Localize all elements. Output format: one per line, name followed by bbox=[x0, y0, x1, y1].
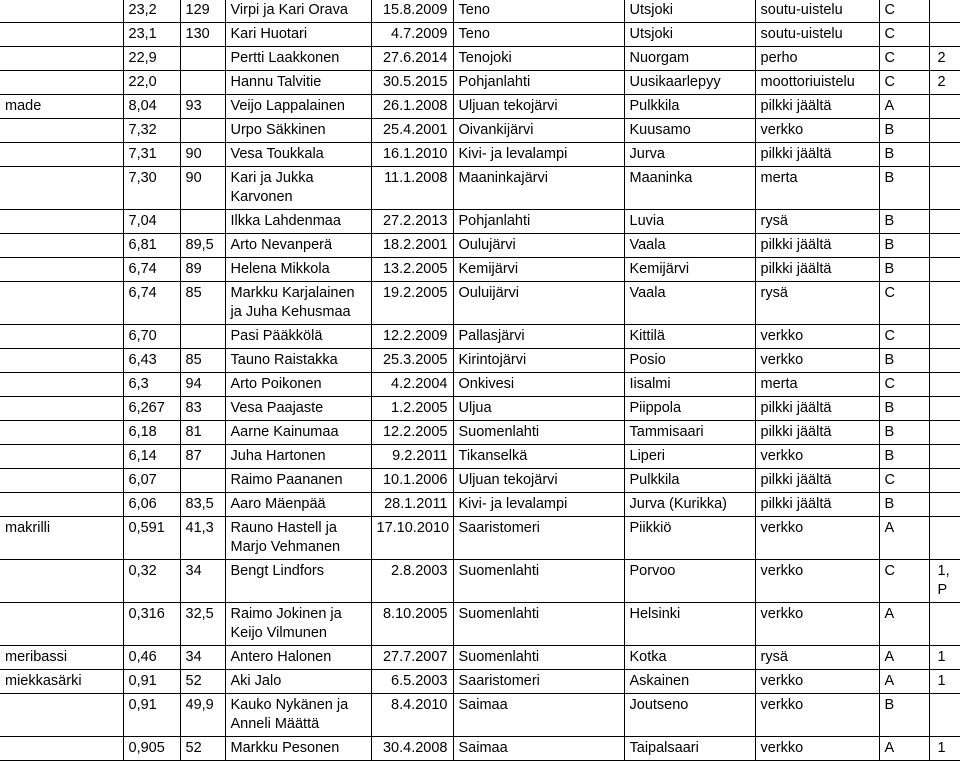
length-cell: 32,5 bbox=[180, 603, 225, 646]
species-cell bbox=[0, 445, 123, 469]
species-cell bbox=[0, 469, 123, 493]
note-cell bbox=[929, 517, 960, 560]
municipality-cell: Porvoo bbox=[624, 560, 755, 603]
water-cell: Kirintojärvi bbox=[453, 349, 624, 373]
length-cell: 87 bbox=[180, 445, 225, 469]
municipality-cell: Posio bbox=[624, 349, 755, 373]
class-cell: C bbox=[879, 47, 929, 71]
date-cell: 28.1.2011 bbox=[371, 493, 453, 517]
water-cell: Oivankijärvi bbox=[453, 119, 624, 143]
table-row bbox=[0, 493, 960, 517]
method-cell: rysä bbox=[755, 282, 879, 325]
species-cell bbox=[0, 47, 123, 71]
water-cell: Saimaa bbox=[453, 694, 624, 737]
method-cell: verkko bbox=[755, 603, 879, 646]
date-cell: 8.10.2005 bbox=[371, 603, 453, 646]
water-cell: Kemijärvi bbox=[453, 258, 624, 282]
class-cell: C bbox=[879, 560, 929, 603]
date-cell: 2.8.2003 bbox=[371, 560, 453, 603]
table-row bbox=[0, 694, 960, 737]
catcher-cell: Bengt Lindfors bbox=[225, 560, 371, 603]
table-row bbox=[0, 258, 960, 282]
catcher-cell: Kari Huotari bbox=[225, 23, 371, 47]
class-cell: B bbox=[879, 421, 929, 445]
municipality-cell: Kotka bbox=[624, 646, 755, 670]
class-cell: C bbox=[879, 282, 929, 325]
note-cell bbox=[929, 421, 960, 445]
date-cell: 18.2.2001 bbox=[371, 234, 453, 258]
note-cell: 2 bbox=[929, 47, 960, 71]
municipality-cell: Jurva (Kurikka) bbox=[624, 493, 755, 517]
catcher-cell: Hannu Talvitie bbox=[225, 71, 371, 95]
weight-cell: 22,0 bbox=[123, 71, 180, 95]
water-cell: Pohjanlahti bbox=[453, 210, 624, 234]
municipality-cell: Luvia bbox=[624, 210, 755, 234]
catcher-cell: Urpo Säkkinen bbox=[225, 119, 371, 143]
class-cell: C bbox=[879, 71, 929, 95]
length-cell bbox=[180, 47, 225, 71]
table-row bbox=[0, 47, 960, 71]
length-cell: 83 bbox=[180, 397, 225, 421]
note-cell bbox=[929, 325, 960, 349]
municipality-cell: Maaninka bbox=[624, 167, 755, 210]
weight-cell: 6,267 bbox=[123, 397, 180, 421]
municipality-cell: Utsjoki bbox=[624, 0, 755, 23]
weight-cell: 0,91 bbox=[123, 670, 180, 694]
date-cell: 19.2.2005 bbox=[371, 282, 453, 325]
method-cell: moottoriuistelu bbox=[755, 71, 879, 95]
municipality-cell: Taipalsaari bbox=[624, 737, 755, 761]
water-cell: Suomenlahti bbox=[453, 603, 624, 646]
length-cell bbox=[180, 469, 225, 493]
weight-cell: 8,04 bbox=[123, 95, 180, 119]
class-cell: C bbox=[879, 23, 929, 47]
catcher-cell: Veijo Lappalainen bbox=[225, 95, 371, 119]
method-cell: pilkki jäältä bbox=[755, 234, 879, 258]
weight-cell: 0,91 bbox=[123, 694, 180, 737]
water-cell: Oulujärvi bbox=[453, 234, 624, 258]
water-cell: Maaninkajärvi bbox=[453, 167, 624, 210]
catcher-cell: Raimo Jokinen ja Keijo Vilmunen bbox=[225, 603, 371, 646]
municipality-cell: Askainen bbox=[624, 670, 755, 694]
table-row bbox=[0, 517, 960, 560]
method-cell: pilkki jäältä bbox=[755, 421, 879, 445]
length-cell: 81 bbox=[180, 421, 225, 445]
water-cell: Teno bbox=[453, 23, 624, 47]
water-cell: Onkivesi bbox=[453, 373, 624, 397]
catcher-cell: Pasi Pääkkölä bbox=[225, 325, 371, 349]
length-cell: 94 bbox=[180, 373, 225, 397]
note-cell bbox=[929, 23, 960, 47]
species-cell bbox=[0, 737, 123, 761]
table-row bbox=[0, 445, 960, 469]
method-cell: verkko bbox=[755, 694, 879, 737]
municipality-cell: Helsinki bbox=[624, 603, 755, 646]
class-cell: C bbox=[879, 0, 929, 23]
catcher-cell: Antero Halonen bbox=[225, 646, 371, 670]
class-cell: B bbox=[879, 119, 929, 143]
length-cell bbox=[180, 210, 225, 234]
date-cell: 16.1.2010 bbox=[371, 143, 453, 167]
table-row bbox=[0, 603, 960, 646]
note-cell bbox=[929, 469, 960, 493]
date-cell: 13.2.2005 bbox=[371, 258, 453, 282]
class-cell: A bbox=[879, 517, 929, 560]
species-cell bbox=[0, 493, 123, 517]
date-cell: 8.4.2010 bbox=[371, 694, 453, 737]
table-row bbox=[0, 210, 960, 234]
municipality-cell: Uusikaarlepyy bbox=[624, 71, 755, 95]
length-cell: 93 bbox=[180, 95, 225, 119]
catcher-cell: Ilkka Lahdenmaa bbox=[225, 210, 371, 234]
table-row bbox=[0, 0, 960, 23]
species-cell bbox=[0, 0, 123, 23]
table-row bbox=[0, 71, 960, 95]
species-cell: made bbox=[0, 95, 123, 119]
note-cell: 1 bbox=[929, 737, 960, 761]
length-cell: 41,3 bbox=[180, 517, 225, 560]
method-cell: perho bbox=[755, 47, 879, 71]
class-cell: A bbox=[879, 737, 929, 761]
length-cell: 34 bbox=[180, 646, 225, 670]
weight-cell: 0,32 bbox=[123, 560, 180, 603]
class-cell: A bbox=[879, 646, 929, 670]
class-cell: B bbox=[879, 694, 929, 737]
class-cell: B bbox=[879, 397, 929, 421]
class-cell: C bbox=[879, 325, 929, 349]
table-row bbox=[0, 143, 960, 167]
water-cell: Uljua bbox=[453, 397, 624, 421]
municipality-cell: Pulkkila bbox=[624, 95, 755, 119]
length-cell bbox=[180, 119, 225, 143]
weight-cell: 7,32 bbox=[123, 119, 180, 143]
date-cell: 30.5.2015 bbox=[371, 71, 453, 95]
method-cell: soutu-uistelu bbox=[755, 23, 879, 47]
date-cell: 1.2.2005 bbox=[371, 397, 453, 421]
note-cell bbox=[929, 143, 960, 167]
water-cell: Tikanselkä bbox=[453, 445, 624, 469]
table-row bbox=[0, 234, 960, 258]
date-cell: 9.2.2011 bbox=[371, 445, 453, 469]
date-cell: 12.2.2005 bbox=[371, 421, 453, 445]
class-cell: B bbox=[879, 258, 929, 282]
note-cell bbox=[929, 234, 960, 258]
date-cell: 26.1.2008 bbox=[371, 95, 453, 119]
date-cell: 27.6.2014 bbox=[371, 47, 453, 71]
note-cell bbox=[929, 397, 960, 421]
note-cell: 1 bbox=[929, 646, 960, 670]
municipality-cell: Nuorgam bbox=[624, 47, 755, 71]
table-row bbox=[0, 119, 960, 143]
species-cell bbox=[0, 258, 123, 282]
catcher-cell: Rauno Hastell ja Marjo Vehmanen bbox=[225, 517, 371, 560]
length-cell: 85 bbox=[180, 349, 225, 373]
municipality-cell: Joutseno bbox=[624, 694, 755, 737]
species-cell bbox=[0, 397, 123, 421]
table-row bbox=[0, 167, 960, 210]
method-cell: verkko bbox=[755, 517, 879, 560]
date-cell: 27.2.2013 bbox=[371, 210, 453, 234]
date-cell: 30.4.2008 bbox=[371, 737, 453, 761]
water-cell: Suomenlahti bbox=[453, 421, 624, 445]
weight-cell: 6,74 bbox=[123, 258, 180, 282]
weight-cell: 23,1 bbox=[123, 23, 180, 47]
method-cell: verkko bbox=[755, 119, 879, 143]
length-cell: 129 bbox=[180, 0, 225, 23]
water-cell: Pohjanlahti bbox=[453, 71, 624, 95]
class-cell: B bbox=[879, 493, 929, 517]
weight-cell: 6,3 bbox=[123, 373, 180, 397]
species-cell bbox=[0, 119, 123, 143]
water-cell: Suomenlahti bbox=[453, 560, 624, 603]
catcher-cell: Markku Karjalainen ja Juha Kehusmaa bbox=[225, 282, 371, 325]
method-cell: verkko bbox=[755, 445, 879, 469]
class-cell: B bbox=[879, 210, 929, 234]
method-cell: pilkki jäältä bbox=[755, 469, 879, 493]
table-row bbox=[0, 397, 960, 421]
date-cell: 17.10.2010 bbox=[371, 517, 453, 560]
date-cell: 25.4.2001 bbox=[371, 119, 453, 143]
note-cell bbox=[929, 603, 960, 646]
date-cell: 4.7.2009 bbox=[371, 23, 453, 47]
catcher-cell: Vesa Paajaste bbox=[225, 397, 371, 421]
date-cell: 4.2.2004 bbox=[371, 373, 453, 397]
catcher-cell: Aki Jalo bbox=[225, 670, 371, 694]
date-cell: 10.1.2006 bbox=[371, 469, 453, 493]
municipality-cell: Jurva bbox=[624, 143, 755, 167]
method-cell: verkko bbox=[755, 670, 879, 694]
catcher-cell: Markku Pesonen bbox=[225, 737, 371, 761]
table-row bbox=[0, 469, 960, 493]
length-cell bbox=[180, 325, 225, 349]
length-cell: 34 bbox=[180, 560, 225, 603]
method-cell: pilkki jäältä bbox=[755, 493, 879, 517]
note-cell: 1 bbox=[929, 670, 960, 694]
weight-cell: 6,06 bbox=[123, 493, 180, 517]
length-cell: 52 bbox=[180, 737, 225, 761]
date-cell: 6.5.2003 bbox=[371, 670, 453, 694]
weight-cell: 23,2 bbox=[123, 0, 180, 23]
municipality-cell: Tammisaari bbox=[624, 421, 755, 445]
note-cell bbox=[929, 258, 960, 282]
note-cell: 2 bbox=[929, 71, 960, 95]
note-cell bbox=[929, 445, 960, 469]
date-cell: 25.3.2005 bbox=[371, 349, 453, 373]
weight-cell: 7,31 bbox=[123, 143, 180, 167]
species-cell bbox=[0, 23, 123, 47]
species-cell bbox=[0, 71, 123, 95]
note-cell bbox=[929, 167, 960, 210]
table-row bbox=[0, 95, 960, 119]
water-cell: Kivi- ja levalampi bbox=[453, 493, 624, 517]
water-cell: Uljuan tekojärvi bbox=[453, 469, 624, 493]
note-cell bbox=[929, 210, 960, 234]
weight-cell: 7,30 bbox=[123, 167, 180, 210]
catcher-cell: Aaro Mäenpää bbox=[225, 493, 371, 517]
length-cell: 89,5 bbox=[180, 234, 225, 258]
water-cell: Tenojoki bbox=[453, 47, 624, 71]
table-row bbox=[0, 560, 960, 603]
length-cell: 130 bbox=[180, 23, 225, 47]
catcher-cell: Virpi ja Kari Orava bbox=[225, 0, 371, 23]
length-cell: 52 bbox=[180, 670, 225, 694]
method-cell: rysä bbox=[755, 210, 879, 234]
municipality-cell: Kuusamo bbox=[624, 119, 755, 143]
species-cell bbox=[0, 325, 123, 349]
table-row bbox=[0, 670, 960, 694]
length-cell: 49,9 bbox=[180, 694, 225, 737]
municipality-cell: Piippola bbox=[624, 397, 755, 421]
table-row bbox=[0, 373, 960, 397]
method-cell: merta bbox=[755, 373, 879, 397]
weight-cell: 6,70 bbox=[123, 325, 180, 349]
species-cell bbox=[0, 694, 123, 737]
species-cell: makrilli bbox=[0, 517, 123, 560]
note-cell bbox=[929, 694, 960, 737]
note-cell bbox=[929, 493, 960, 517]
length-cell: 90 bbox=[180, 167, 225, 210]
catcher-cell: Pertti Laakkonen bbox=[225, 47, 371, 71]
method-cell: pilkki jäältä bbox=[755, 95, 879, 119]
class-cell: B bbox=[879, 445, 929, 469]
municipality-cell: Kemijärvi bbox=[624, 258, 755, 282]
table-row bbox=[0, 421, 960, 445]
class-cell: C bbox=[879, 469, 929, 493]
note-cell bbox=[929, 349, 960, 373]
weight-cell: 7,04 bbox=[123, 210, 180, 234]
water-cell: Teno bbox=[453, 0, 624, 23]
class-cell: A bbox=[879, 603, 929, 646]
catcher-cell: Aarne Kainumaa bbox=[225, 421, 371, 445]
method-cell: pilkki jäältä bbox=[755, 397, 879, 421]
species-cell bbox=[0, 603, 123, 646]
table-row bbox=[0, 325, 960, 349]
class-cell: A bbox=[879, 95, 929, 119]
weight-cell: 6,07 bbox=[123, 469, 180, 493]
weight-cell: 22,9 bbox=[123, 47, 180, 71]
municipality-cell: Utsjoki bbox=[624, 23, 755, 47]
water-cell: Ouluijärvi bbox=[453, 282, 624, 325]
method-cell: rysä bbox=[755, 646, 879, 670]
species-cell bbox=[0, 167, 123, 210]
class-cell: B bbox=[879, 143, 929, 167]
weight-cell: 6,18 bbox=[123, 421, 180, 445]
water-cell: Pallasjärvi bbox=[453, 325, 624, 349]
species-cell bbox=[0, 143, 123, 167]
class-cell: C bbox=[879, 373, 929, 397]
municipality-cell: Vaala bbox=[624, 282, 755, 325]
weight-cell: 0,46 bbox=[123, 646, 180, 670]
date-cell: 12.2.2009 bbox=[371, 325, 453, 349]
method-cell: pilkki jäältä bbox=[755, 143, 879, 167]
catcher-cell: Helena Mikkola bbox=[225, 258, 371, 282]
class-cell: B bbox=[879, 234, 929, 258]
species-cell: meribassi bbox=[0, 646, 123, 670]
water-cell: Saaristomeri bbox=[453, 517, 624, 560]
note-cell bbox=[929, 95, 960, 119]
length-cell: 89 bbox=[180, 258, 225, 282]
species-cell bbox=[0, 560, 123, 603]
note-cell: 1, P bbox=[929, 560, 960, 603]
method-cell: soutu-uistelu bbox=[755, 0, 879, 23]
method-cell: verkko bbox=[755, 737, 879, 761]
weight-cell: 6,74 bbox=[123, 282, 180, 325]
class-cell: B bbox=[879, 349, 929, 373]
municipality-cell: Liperi bbox=[624, 445, 755, 469]
species-cell: miekkasärki bbox=[0, 670, 123, 694]
table-row bbox=[0, 349, 960, 373]
table-row bbox=[0, 282, 960, 325]
catcher-cell: Raimo Paananen bbox=[225, 469, 371, 493]
table-row bbox=[0, 737, 960, 761]
catcher-cell: Kari ja Jukka Karvonen bbox=[225, 167, 371, 210]
method-cell: pilkki jäältä bbox=[755, 258, 879, 282]
species-cell bbox=[0, 421, 123, 445]
species-cell bbox=[0, 234, 123, 258]
municipality-cell: Piikkiö bbox=[624, 517, 755, 560]
note-cell bbox=[929, 373, 960, 397]
weight-cell: 0,316 bbox=[123, 603, 180, 646]
water-cell: Saaristomeri bbox=[453, 670, 624, 694]
species-cell bbox=[0, 210, 123, 234]
note-cell bbox=[929, 119, 960, 143]
date-cell: 11.1.2008 bbox=[371, 167, 453, 210]
note-cell bbox=[929, 0, 960, 23]
catcher-cell: Arto Nevanperä bbox=[225, 234, 371, 258]
municipality-cell: Pulkkila bbox=[624, 469, 755, 493]
class-cell: A bbox=[879, 670, 929, 694]
species-cell bbox=[0, 373, 123, 397]
water-cell: Kivi- ja levalampi bbox=[453, 143, 624, 167]
catcher-cell: Kauko Nykänen ja Anneli Määttä bbox=[225, 694, 371, 737]
method-cell: verkko bbox=[755, 560, 879, 603]
table-row bbox=[0, 646, 960, 670]
water-cell: Suomenlahti bbox=[453, 646, 624, 670]
catcher-cell: Juha Hartonen bbox=[225, 445, 371, 469]
date-cell: 15.8.2009 bbox=[371, 0, 453, 23]
method-cell: verkko bbox=[755, 349, 879, 373]
municipality-cell: Iisalmi bbox=[624, 373, 755, 397]
weight-cell: 0,905 bbox=[123, 737, 180, 761]
length-cell: 85 bbox=[180, 282, 225, 325]
species-cell bbox=[0, 349, 123, 373]
length-cell: 90 bbox=[180, 143, 225, 167]
note-cell bbox=[929, 282, 960, 325]
length-cell bbox=[180, 71, 225, 95]
weight-cell: 6,43 bbox=[123, 349, 180, 373]
method-cell: verkko bbox=[755, 325, 879, 349]
table-row bbox=[0, 23, 960, 47]
weight-cell: 6,14 bbox=[123, 445, 180, 469]
class-cell: B bbox=[879, 167, 929, 210]
length-cell: 83,5 bbox=[180, 493, 225, 517]
catcher-cell: Tauno Raistakka bbox=[225, 349, 371, 373]
municipality-cell: Kittilä bbox=[624, 325, 755, 349]
catcher-cell: Arto Poikonen bbox=[225, 373, 371, 397]
municipality-cell: Vaala bbox=[624, 234, 755, 258]
method-cell: merta bbox=[755, 167, 879, 210]
weight-cell: 6,81 bbox=[123, 234, 180, 258]
water-cell: Saimaa bbox=[453, 737, 624, 761]
catcher-cell: Vesa Toukkala bbox=[225, 143, 371, 167]
date-cell: 27.7.2007 bbox=[371, 646, 453, 670]
species-cell bbox=[0, 282, 123, 325]
water-cell: Uljuan tekojärvi bbox=[453, 95, 624, 119]
weight-cell: 0,591 bbox=[123, 517, 180, 560]
